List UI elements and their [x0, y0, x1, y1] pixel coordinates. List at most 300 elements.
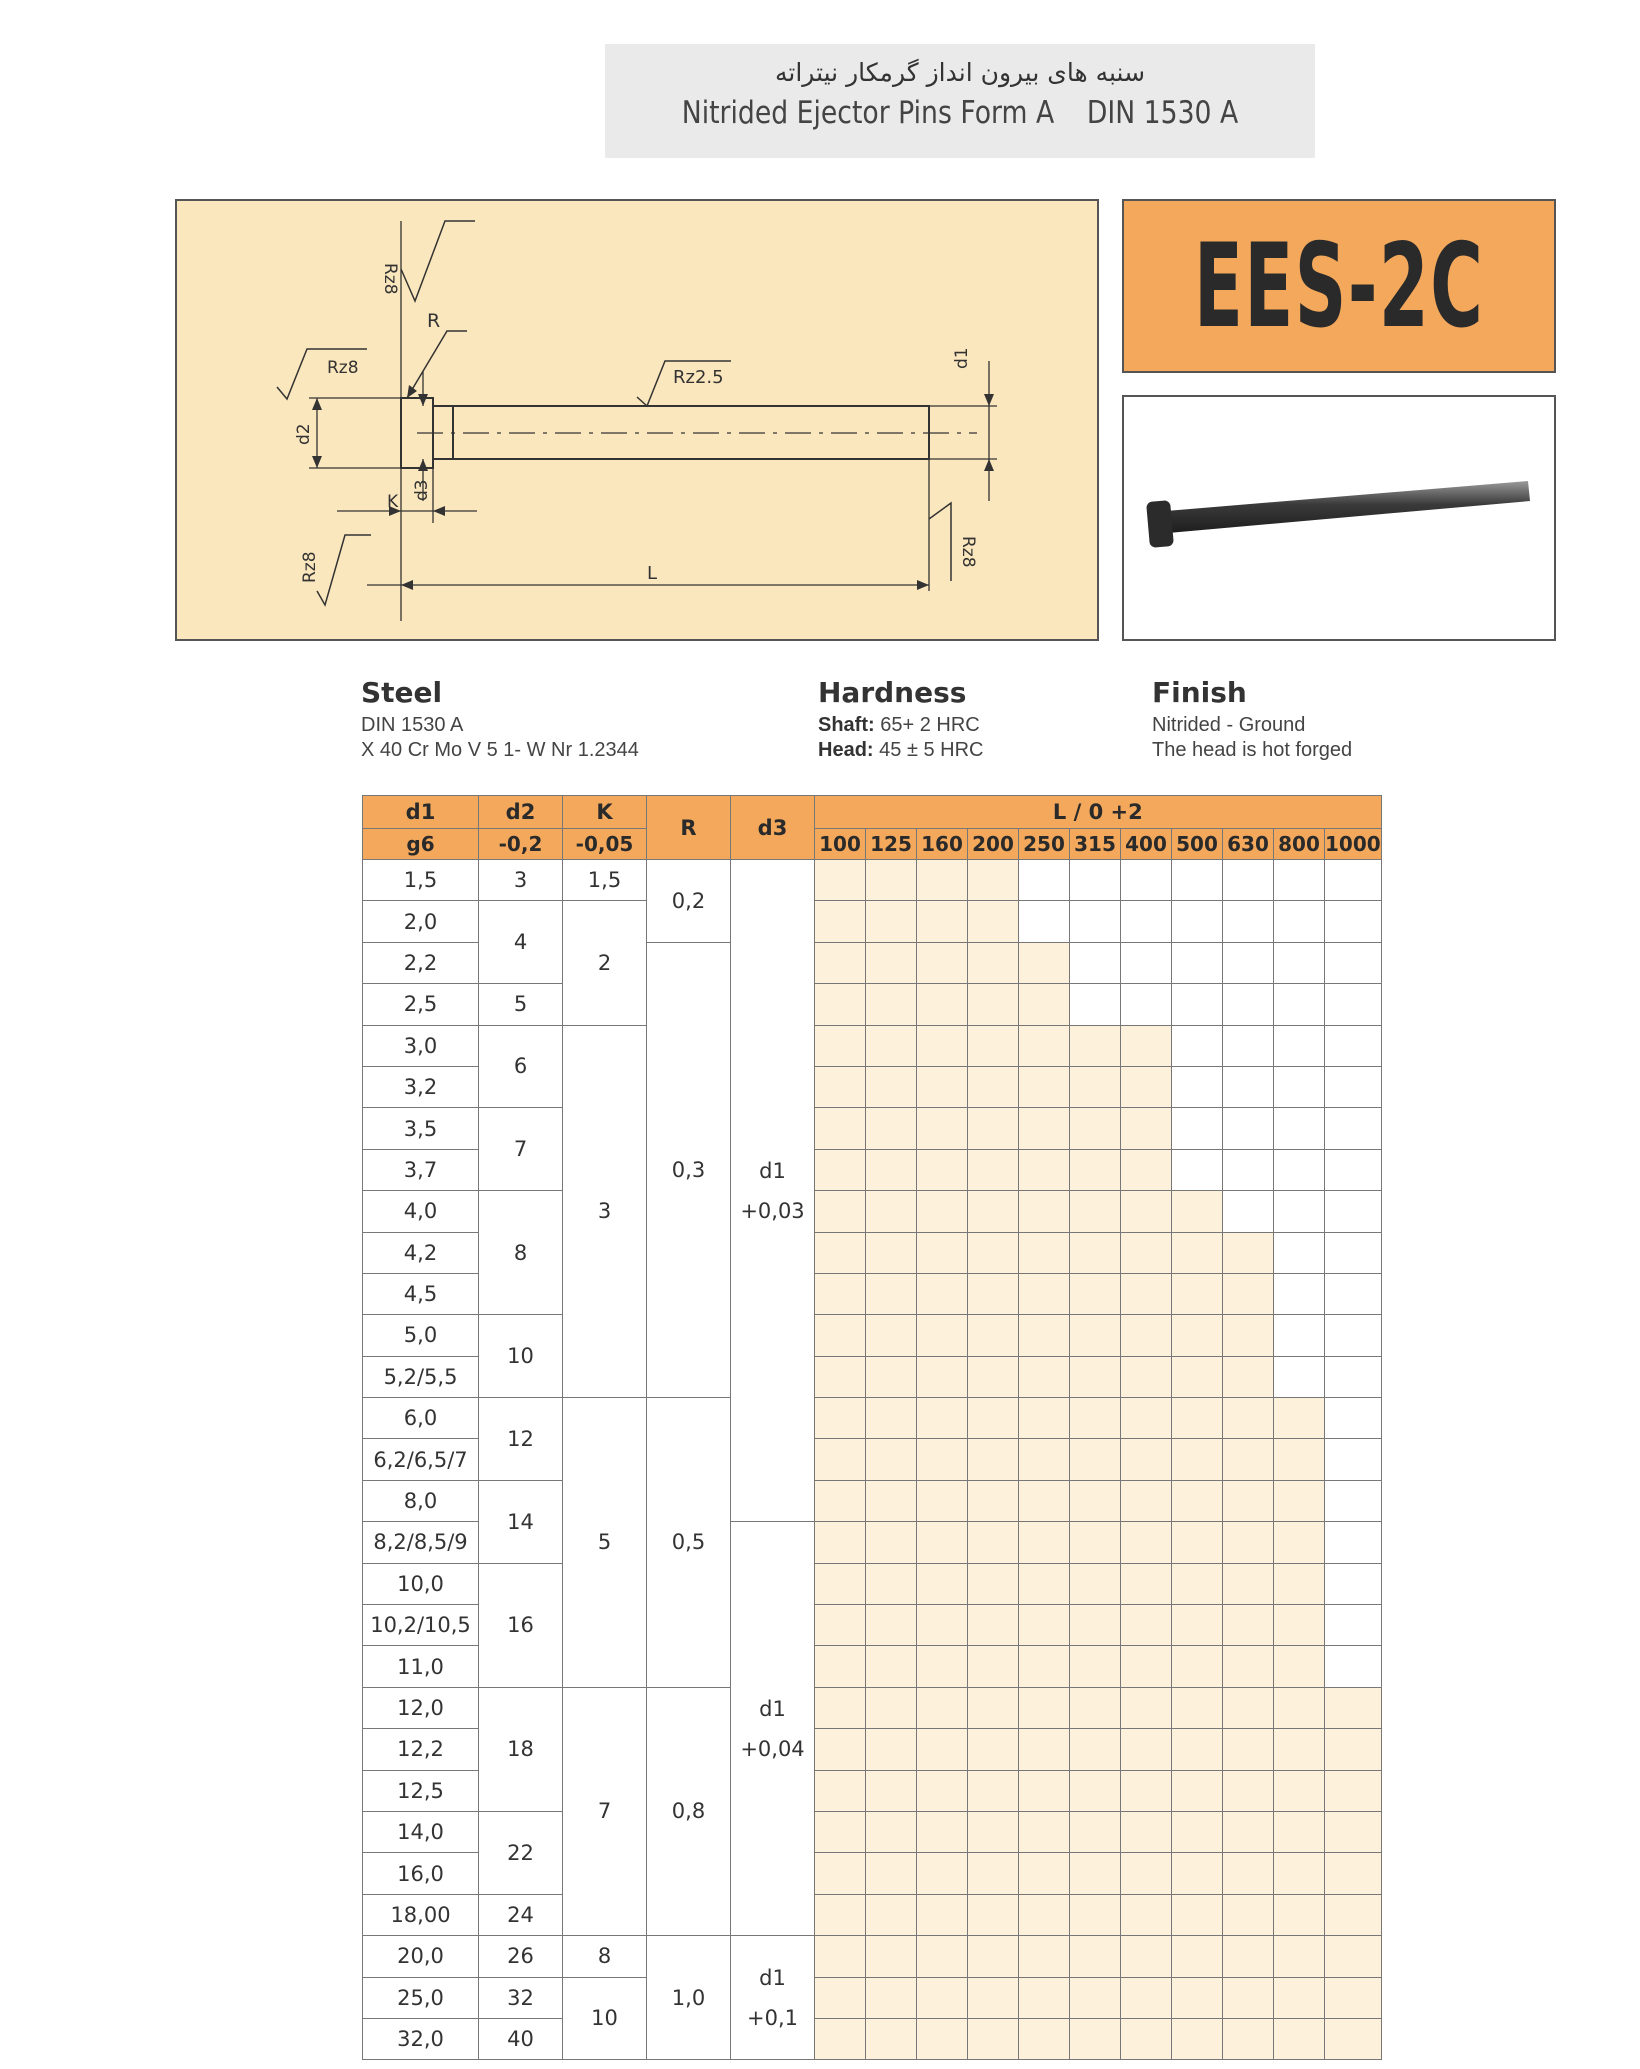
length-availability-cell: [866, 1273, 917, 1314]
length-availability-cell: [866, 1729, 917, 1770]
length-availability-cell: [917, 1149, 968, 1190]
length-availability-cell: [1172, 1066, 1223, 1107]
d1-cell: 10,2/10,5: [363, 1605, 479, 1646]
length-availability-cell: [917, 1770, 968, 1811]
length-availability-cell: [1274, 1480, 1325, 1521]
length-availability-cell: [1223, 1108, 1274, 1149]
length-availability-cell: [1121, 1811, 1172, 1852]
length-availability-cell: [1223, 1066, 1274, 1107]
length-availability-cell: [1223, 1232, 1274, 1273]
r-cell: 0,8: [647, 1687, 731, 1935]
length-availability-cell: [1019, 1605, 1070, 1646]
length-availability-cell: [866, 860, 917, 901]
length-availability-cell: [866, 1108, 917, 1149]
table-row: [363, 2018, 1382, 2059]
length-availability-cell: [815, 1439, 866, 1480]
length-availability-cell: [1274, 1894, 1325, 1935]
d2-cell: 22: [479, 1811, 563, 1894]
length-availability-cell: [1223, 1356, 1274, 1397]
length-availability-cell: [815, 942, 866, 983]
length-500: 500: [1172, 829, 1223, 860]
length-100: 100: [815, 829, 866, 860]
head-value: 45 ± 5 HRC: [879, 739, 984, 761]
length-availability-cell: [1019, 1646, 1070, 1687]
length-availability-cell: [1274, 984, 1325, 1025]
length-availability-cell: [815, 860, 866, 901]
length-availability-cell: [1274, 1066, 1325, 1107]
length-availability-cell: [1172, 984, 1223, 1025]
length-availability-cell: [1325, 860, 1382, 901]
length-availability-cell: [1274, 1273, 1325, 1314]
length-availability-cell: [1325, 1646, 1382, 1687]
length-availability-cell: [1223, 1191, 1274, 1232]
length-availability-cell: [815, 1356, 866, 1397]
k-cell: 8: [563, 1936, 647, 1977]
length-availability-cell: [968, 1977, 1019, 2018]
length-availability-cell: [1019, 1315, 1070, 1356]
length-availability-cell: [866, 1066, 917, 1107]
l-label: L: [647, 563, 658, 584]
length-availability-cell: [866, 1191, 917, 1232]
d2-cell: 7: [479, 1108, 563, 1191]
length-availability-cell: [866, 1439, 917, 1480]
length-availability-cell: [917, 1605, 968, 1646]
header-d1: d1: [363, 796, 479, 829]
length-availability-cell: [1019, 1108, 1070, 1149]
length-availability-cell: [1172, 1894, 1223, 1935]
length-availability-cell: [1019, 1770, 1070, 1811]
length-availability-cell: [1325, 1894, 1382, 1935]
table-row: [363, 860, 1382, 901]
length-160: 160: [917, 829, 968, 860]
d3-group3-base: d1: [759, 1965, 786, 1990]
length-availability-cell: [968, 1770, 1019, 1811]
d1-cell: 5,2/5,5: [363, 1356, 479, 1397]
length-availability-cell: [1070, 1646, 1121, 1687]
length-availability-cell: [1274, 1025, 1325, 1066]
length-availability-cell: [866, 1853, 917, 1894]
length-availability-cell: [917, 1894, 968, 1935]
r-cell: 0,5: [647, 1398, 731, 1688]
header-k-tol: -0,05: [563, 829, 647, 860]
length-availability-cell: [968, 1729, 1019, 1770]
length-availability-cell: [1274, 1605, 1325, 1646]
length-availability-cell: [1223, 1025, 1274, 1066]
table-row: [363, 1687, 1382, 1728]
length-availability-cell: [1070, 1480, 1121, 1521]
length-availability-cell: [866, 1605, 917, 1646]
length-availability-cell: [1121, 1894, 1172, 1935]
length-availability-cell: [968, 901, 1019, 942]
length-availability-cell: [1172, 1853, 1223, 1894]
length-availability-cell: [1121, 1729, 1172, 1770]
dimension-table: [362, 795, 1382, 2060]
length-availability-cell: [1223, 1315, 1274, 1356]
length-availability-cell: [1019, 1522, 1070, 1563]
length-availability-cell: [968, 984, 1019, 1025]
length-availability-cell: [968, 1025, 1019, 1066]
length-availability-cell: [917, 1025, 968, 1066]
d1-cell: 1,5: [363, 860, 479, 901]
length-availability-cell: [1019, 1563, 1070, 1604]
head-label: Head:: [818, 739, 874, 761]
header-d2-tol: -0,2: [479, 829, 563, 860]
length-315: 315: [1070, 829, 1121, 860]
length-availability-cell: [815, 1729, 866, 1770]
length-availability-cell: [866, 1315, 917, 1356]
d2-cell: 6: [479, 1025, 563, 1108]
length-availability-cell: [1274, 1232, 1325, 1273]
length-availability-cell: [1325, 1729, 1382, 1770]
shaft-label: Shaft:: [818, 714, 875, 736]
length-availability-cell: [1070, 1729, 1121, 1770]
length-availability-cell: [1325, 1398, 1382, 1439]
length-availability-cell: [1325, 1522, 1382, 1563]
length-availability-cell: [1274, 1191, 1325, 1232]
d3-group1-tol: +0,03: [740, 1198, 805, 1223]
length-availability-cell: [815, 1770, 866, 1811]
length-availability-cell: [1019, 2018, 1070, 2059]
header-k: K: [563, 796, 647, 829]
length-availability-cell: [1121, 1356, 1172, 1397]
length-availability-cell: [1070, 1605, 1121, 1646]
length-availability-cell: [1172, 1770, 1223, 1811]
length-availability-cell: [1070, 1853, 1121, 1894]
length-availability-cell: [1325, 1108, 1382, 1149]
length-availability-cell: [1223, 942, 1274, 983]
length-availability-cell: [1172, 1522, 1223, 1563]
length-availability-cell: [1070, 1398, 1121, 1439]
length-availability-cell: [815, 1273, 866, 1314]
d2-cell: 24: [479, 1894, 563, 1935]
length-availability-cell: [1172, 1315, 1223, 1356]
length-availability-cell: [1223, 1563, 1274, 1604]
d3-cell: [731, 860, 815, 1522]
length-availability-cell: [815, 1563, 866, 1604]
length-availability-cell: [1274, 1149, 1325, 1190]
length-availability-cell: [1019, 1232, 1070, 1273]
length-availability-cell: [1172, 1563, 1223, 1604]
length-availability-cell: [1223, 860, 1274, 901]
length-availability-cell: [815, 1232, 866, 1273]
length-availability-cell: [917, 984, 968, 1025]
length-availability-cell: [1325, 1439, 1382, 1480]
d1-cell: 4,2: [363, 1232, 479, 1273]
length-availability-cell: [1325, 901, 1382, 942]
length-availability-cell: [1274, 1770, 1325, 1811]
length-availability-cell: [1172, 1936, 1223, 1977]
hardness-spec: [818, 676, 984, 763]
length-availability-cell: [1223, 901, 1274, 942]
length-availability-cell: [1070, 1563, 1121, 1604]
table-row: [363, 1480, 1382, 1521]
table-row: [363, 1191, 1382, 1232]
product-photo: [1122, 395, 1556, 641]
length-availability-cell: [1172, 860, 1223, 901]
length-availability-cell: [815, 984, 866, 1025]
d1-cell: 2,5: [363, 984, 479, 1025]
d2-cell: 16: [479, 1563, 563, 1687]
length-availability-cell: [1121, 1273, 1172, 1314]
d2-cell: 4: [479, 901, 563, 984]
d1-cell: 20,0: [363, 1936, 479, 1977]
d1-cell: 4,0: [363, 1191, 479, 1232]
length-800: 800: [1274, 829, 1325, 860]
ejector-pin-image: [1124, 397, 1558, 643]
length-availability-cell: [1325, 1977, 1382, 2018]
length-availability-cell: [917, 1522, 968, 1563]
length-availability-cell: [917, 1356, 968, 1397]
d2-cell: 18: [479, 1687, 563, 1811]
length-availability-cell: [1019, 1687, 1070, 1728]
finish-line-1: Nitrided - Ground: [1152, 714, 1306, 736]
r-label: R: [427, 310, 441, 332]
length-availability-cell: [1325, 1563, 1382, 1604]
length-availability-cell: [917, 1191, 968, 1232]
table-row: [363, 901, 1382, 942]
length-availability-cell: [968, 1066, 1019, 1107]
length-availability-cell: [1019, 1853, 1070, 1894]
length-availability-cell: [1019, 860, 1070, 901]
length-availability-cell: [1070, 1977, 1121, 2018]
length-availability-cell: [1325, 1191, 1382, 1232]
length-availability-cell: [815, 1977, 866, 2018]
length-availability-cell: [815, 1936, 866, 1977]
length-availability-cell: [1019, 1811, 1070, 1852]
length-availability-cell: [1121, 1439, 1172, 1480]
length-availability-cell: [968, 1149, 1019, 1190]
length-availability-cell: [1070, 1936, 1121, 1977]
length-availability-cell: [1070, 1108, 1121, 1149]
length-availability-cell: [1019, 984, 1070, 1025]
length-availability-cell: [917, 1398, 968, 1439]
d2-cell: 10: [479, 1315, 563, 1398]
length-availability-cell: [1325, 1936, 1382, 1977]
length-availability-cell: [815, 2018, 866, 2059]
d1-cell: 25,0: [363, 1977, 479, 2018]
length-availability-cell: [968, 1853, 1019, 1894]
steel-line-2: X 40 Cr Mo V 5 1- W Nr 1.2344: [361, 739, 639, 761]
d3-label: d3: [412, 479, 432, 501]
length-availability-cell: [1019, 1149, 1070, 1190]
d2-cell: 14: [479, 1480, 563, 1563]
length-availability-cell: [1070, 1894, 1121, 1935]
finish-title: Finish: [1152, 676, 1247, 709]
length-availability-cell: [1121, 984, 1172, 1025]
length-availability-cell: [1019, 1398, 1070, 1439]
length-availability-cell: [968, 1108, 1019, 1149]
length-availability-cell: [1019, 1439, 1070, 1480]
length-availability-cell: [1274, 901, 1325, 942]
length-availability-cell: [917, 1811, 968, 1852]
length-availability-cell: [866, 1398, 917, 1439]
d2-cell: 40: [479, 2018, 563, 2059]
length-availability-cell: [1223, 1729, 1274, 1770]
length-availability-cell: [1019, 1356, 1070, 1397]
k-cell: 2: [563, 901, 647, 1025]
length-availability-cell: [1223, 1977, 1274, 2018]
d1-cell: 3,7: [363, 1149, 479, 1190]
length-availability-cell: [1274, 1398, 1325, 1439]
length-availability-cell: [968, 1936, 1019, 1977]
length-availability-cell: [815, 1894, 866, 1935]
shaft-value: 65+ 2 HRC: [880, 714, 980, 736]
header-r: R: [647, 796, 731, 860]
length-availability-cell: [1121, 1232, 1172, 1273]
standard-code: DIN 1530 A: [1086, 95, 1239, 131]
length-availability-cell: [917, 942, 968, 983]
k-cell: 1,5: [563, 860, 647, 901]
d1-cell: 5,0: [363, 1315, 479, 1356]
length-availability-cell: [917, 1066, 968, 1107]
length-availability-cell: [1172, 1605, 1223, 1646]
length-availability-cell: [1070, 1770, 1121, 1811]
table-row: [363, 1894, 1382, 1935]
finish-line-2: The head is hot forged: [1152, 739, 1353, 761]
length-availability-cell: [1172, 1480, 1223, 1521]
table-row: [363, 1936, 1382, 1977]
length-availability-cell: [1121, 1066, 1172, 1107]
length-availability-cell: [1325, 1480, 1382, 1521]
length-availability-cell: [815, 1149, 866, 1190]
length-availability-cell: [1172, 942, 1223, 983]
length-availability-cell: [1223, 1439, 1274, 1480]
length-availability-cell: [815, 1315, 866, 1356]
length-availability-cell: [1274, 1646, 1325, 1687]
length-availability-cell: [1121, 1977, 1172, 2018]
length-availability-cell: [1274, 860, 1325, 901]
table-row: [363, 1315, 1382, 1356]
length-availability-cell: [1325, 984, 1382, 1025]
length-availability-cell: [1325, 1356, 1382, 1397]
length-availability-cell: [866, 1936, 917, 1977]
length-availability-cell: [1223, 1480, 1274, 1521]
length-availability-cell: [1121, 1149, 1172, 1190]
k-cell: 7: [563, 1687, 647, 1935]
length-availability-cell: [1172, 1108, 1223, 1149]
length-availability-cell: [1325, 1025, 1382, 1066]
length-availability-cell: [1325, 1687, 1382, 1728]
length-availability-cell: [1223, 2018, 1274, 2059]
table-body: [363, 860, 1382, 2060]
length-125: 125: [866, 829, 917, 860]
length-availability-cell: [1223, 1605, 1274, 1646]
d2-cell: 5: [479, 984, 563, 1025]
length-availability-cell: [1172, 1811, 1223, 1852]
technical-drawing: [175, 199, 1099, 641]
length-availability-cell: [968, 1232, 1019, 1273]
length-200: 200: [968, 829, 1019, 860]
length-availability-cell: [917, 1729, 968, 1770]
length-availability-cell: [1070, 1356, 1121, 1397]
d1-cell: 11,0: [363, 1646, 479, 1687]
length-availability-cell: [1274, 1977, 1325, 2018]
length-availability-cell: [1274, 1356, 1325, 1397]
length-availability-cell: [1325, 942, 1382, 983]
length-availability-cell: [1172, 1025, 1223, 1066]
length-availability-cell: [1223, 1646, 1274, 1687]
length-availability-cell: [1121, 2018, 1172, 2059]
length-availability-cell: [1223, 1522, 1274, 1563]
d1-cell: 8,2/8,5/9: [363, 1522, 479, 1563]
length-availability-cell: [1121, 1398, 1172, 1439]
length-availability-cell: [917, 1315, 968, 1356]
length-availability-cell: [1274, 1811, 1325, 1852]
length-availability-cell: [1019, 942, 1070, 983]
length-availability-cell: [1172, 901, 1223, 942]
length-availability-cell: [1223, 1149, 1274, 1190]
length-availability-cell: [815, 1108, 866, 1149]
length-availability-cell: [1070, 860, 1121, 901]
length-availability-cell: [1325, 1770, 1382, 1811]
length-availability-cell: [1121, 1936, 1172, 1977]
length-availability-cell: [866, 1356, 917, 1397]
length-availability-cell: [1325, 1605, 1382, 1646]
length-availability-cell: [1172, 1232, 1223, 1273]
steel-title: Steel: [361, 676, 443, 709]
length-availability-cell: [968, 1563, 1019, 1604]
length-availability-cell: [917, 1232, 968, 1273]
d3-group2-tol: +0,04: [740, 1736, 805, 1761]
length-availability-cell: [1070, 1025, 1121, 1066]
length-availability-cell: [1223, 1770, 1274, 1811]
length-availability-cell: [1070, 1191, 1121, 1232]
table-row: [363, 1811, 1382, 1852]
length-availability-cell: [1223, 984, 1274, 1025]
length-availability-cell: [1172, 1977, 1223, 2018]
length-availability-cell: [866, 901, 917, 942]
length-availability-cell: [1223, 1687, 1274, 1728]
rz8-top-label: Rz8: [380, 263, 400, 295]
length-availability-cell: [1019, 1729, 1070, 1770]
length-availability-cell: [866, 1480, 917, 1521]
table-row: [363, 1025, 1382, 1066]
length-availability-cell: [917, 1563, 968, 1604]
length-availability-cell: [1121, 860, 1172, 901]
length-availability-cell: [917, 860, 968, 901]
length-availability-cell: [866, 1149, 917, 1190]
length-availability-cell: [1019, 1894, 1070, 1935]
length-availability-cell: [1274, 2018, 1325, 2059]
length-availability-cell: [968, 1315, 1019, 1356]
length-availability-cell: [815, 1480, 866, 1521]
rz8-bottom-right-label: Rz8: [958, 536, 978, 568]
hardness-shaft: [818, 713, 984, 738]
length-availability-cell: [968, 1191, 1019, 1232]
length-availability-cell: [917, 1977, 968, 2018]
r-cell: 1,0: [647, 1936, 731, 2060]
length-availability-cell: [1070, 1066, 1121, 1107]
length-availability-cell: [917, 1936, 968, 1977]
length-availability-cell: [1172, 2018, 1223, 2059]
length-availability-cell: [917, 1853, 968, 1894]
length-availability-cell: [1274, 1108, 1325, 1149]
length-availability-cell: [1223, 1811, 1274, 1852]
header-d2: d2: [479, 796, 563, 829]
table-row: [363, 1977, 1382, 2018]
k-label: K: [387, 492, 399, 512]
length-availability-cell: [1121, 1191, 1172, 1232]
length-availability-cell: [1223, 1853, 1274, 1894]
length-availability-cell: [917, 1646, 968, 1687]
length-availability-cell: [1274, 1522, 1325, 1563]
length-availability-cell: [1121, 1025, 1172, 1066]
length-availability-cell: [1019, 1273, 1070, 1314]
length-availability-cell: [917, 1108, 968, 1149]
length-availability-cell: [1172, 1687, 1223, 1728]
d1-cell: 18,00: [363, 1894, 479, 1935]
k-cell: 5: [563, 1398, 647, 1688]
